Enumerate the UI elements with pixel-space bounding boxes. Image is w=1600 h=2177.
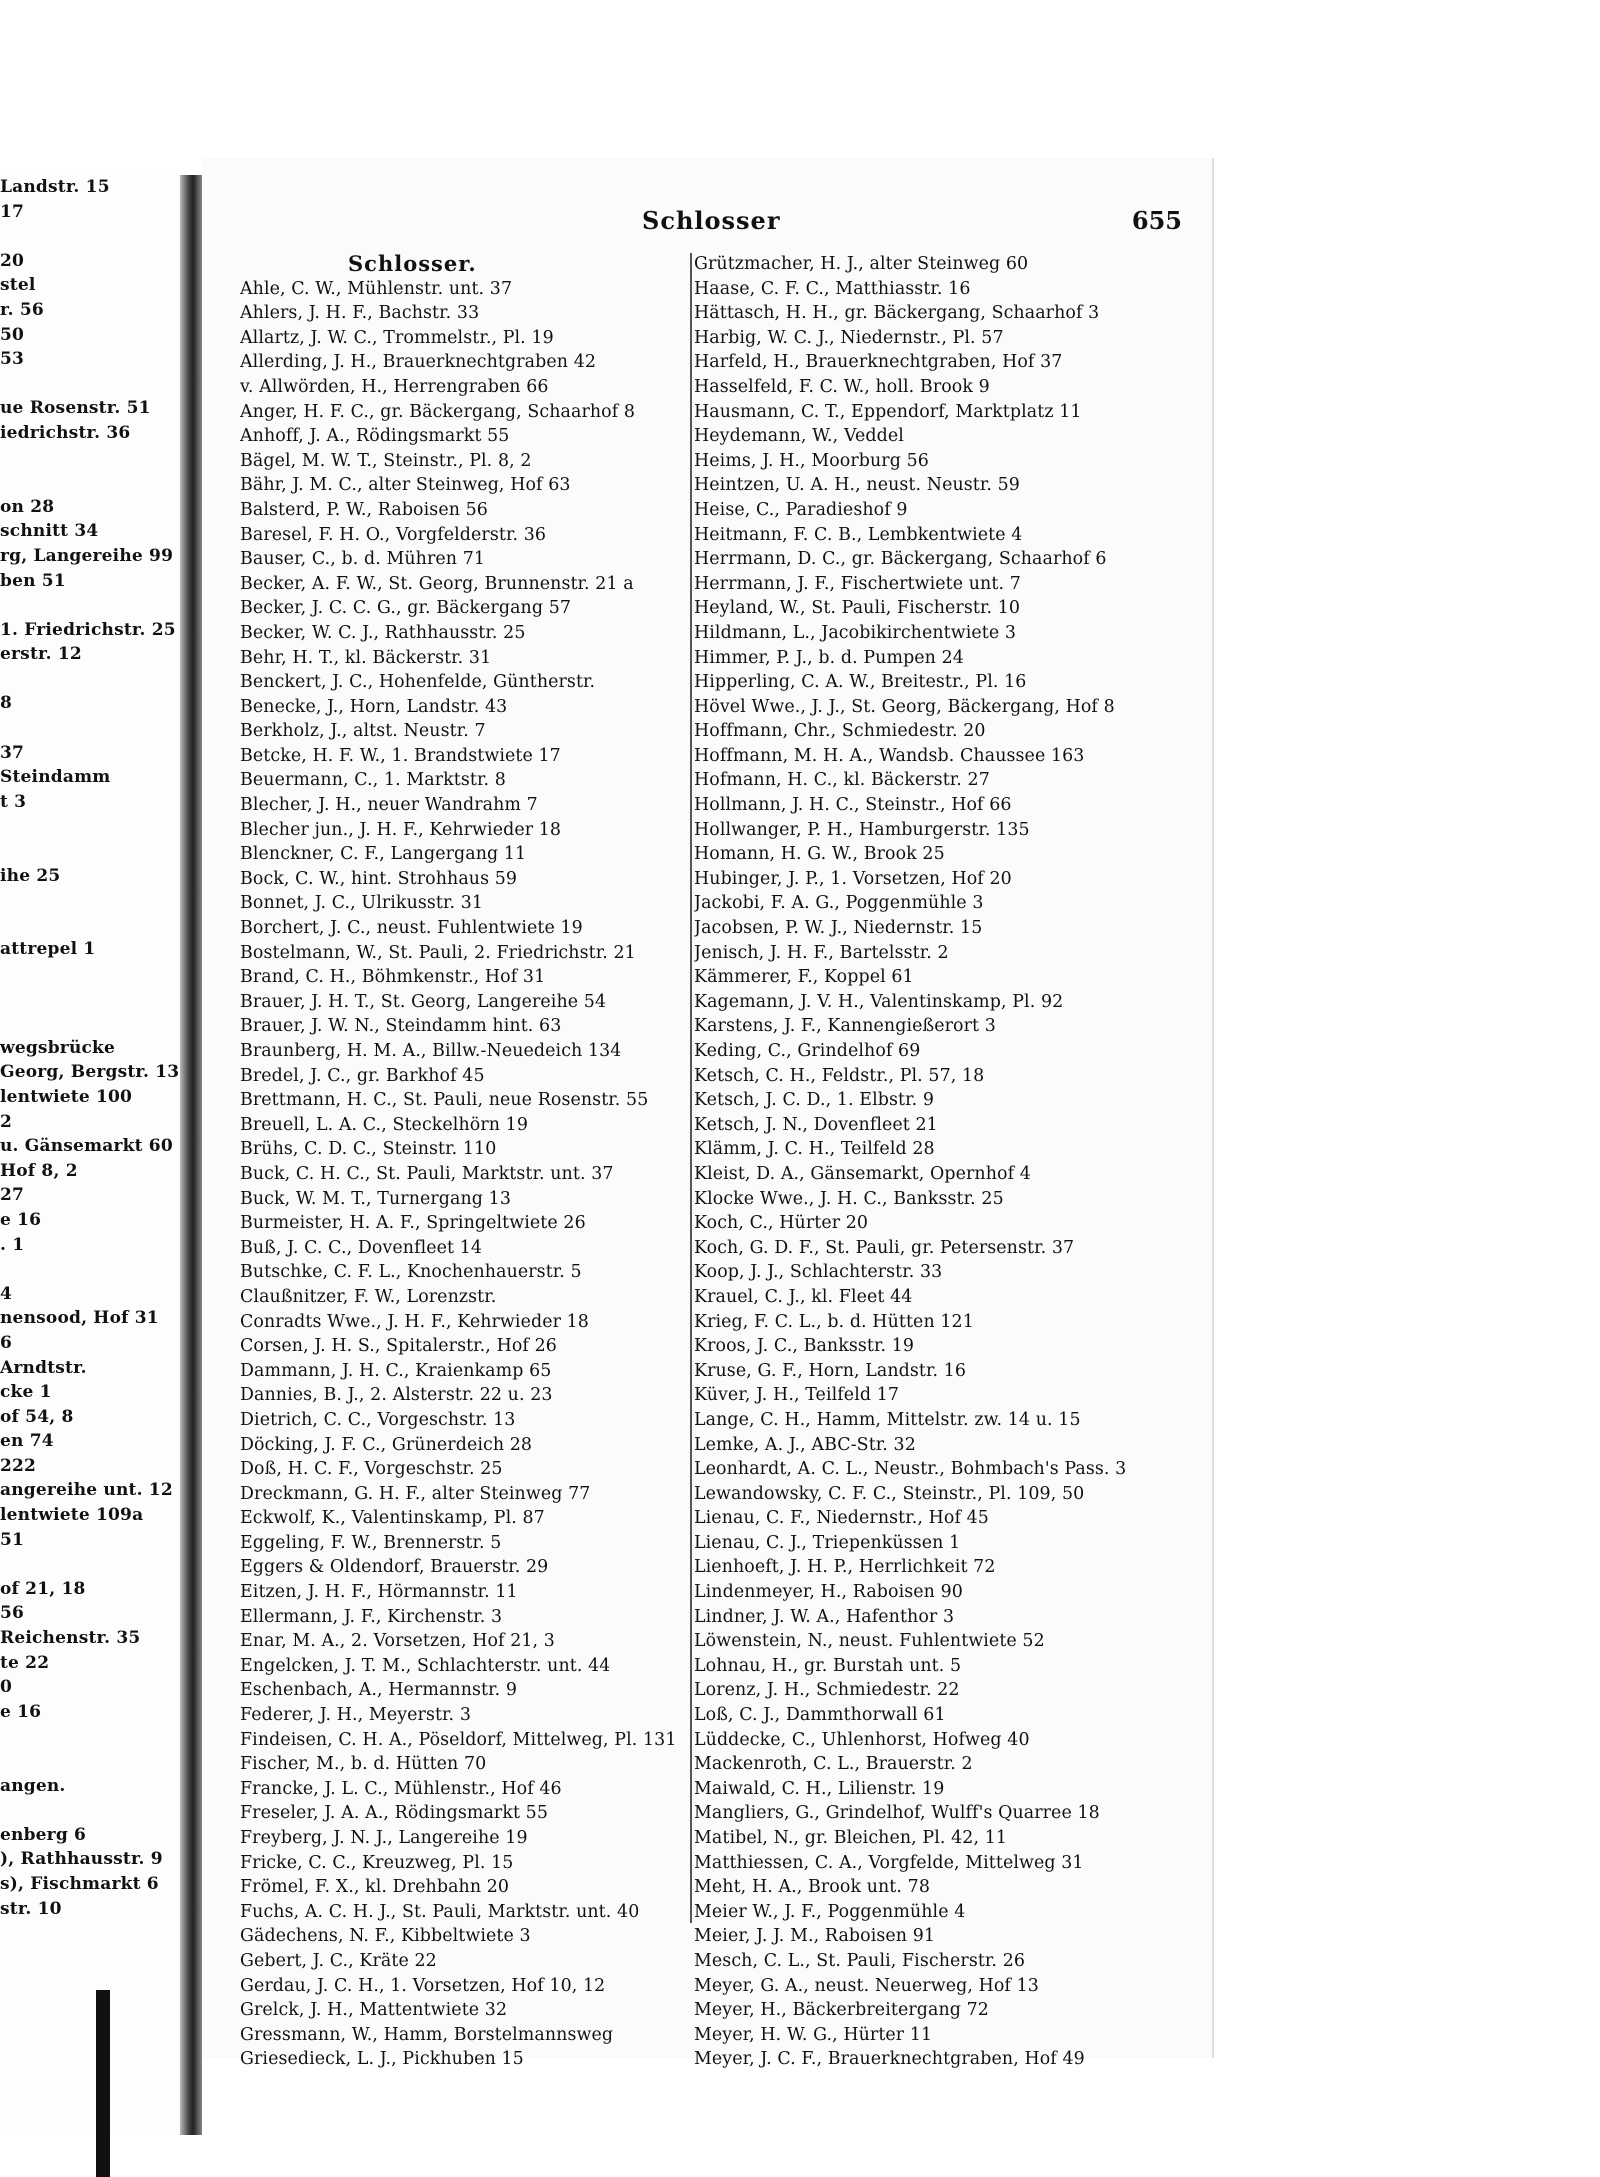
directory-entry: Harbig, W. C. J., Niedernstr., Pl. 57 [694, 327, 1004, 348]
left-page-line: Landstr. 15 [0, 177, 110, 197]
directory-entry: Ketsch, C. H., Feldstr., Pl. 57, 18 [694, 1065, 985, 1086]
directory-entry: Borchert, J. C., neust. Fuhlentwiete 19 [240, 918, 583, 939]
directory-entry: Ellermann, J. F., Kirchenstr. 3 [240, 1606, 503, 1627]
page-number: 655 [1131, 206, 1182, 235]
page-edge-shadow [96, 1990, 110, 2177]
directory-entry: Freyberg, J. N. J., Langereihe 19 [240, 1828, 528, 1848]
column-right [694, 252, 1214, 2072]
directory-entry: Krauel, C. J., kl. Fleet 44 [694, 1286, 913, 1307]
left-page-line: angen. [0, 1775, 66, 1796]
directory-entry: Behr, H. T., kl. Bäckerstr. 31 [240, 647, 492, 668]
left-page-line: 53 [0, 349, 25, 370]
directory-entry: Lienau, C. F., Niedernstr., Hof 45 [694, 1508, 989, 1529]
left-page-line: schnitt 34 [0, 521, 99, 542]
left-page-line: str. 10 [0, 1898, 62, 1919]
left-page-line: r. 56 [0, 299, 44, 320]
directory-entry: Eitzen, J. H. F., Hörmannstr. 11 [240, 1582, 518, 1603]
directory-entry: Ketsch, J. N., Dovenfleet 21 [694, 1114, 938, 1135]
left-page-line: 222 [0, 1455, 37, 1476]
left-page-line: cke 1 [0, 1382, 52, 1403]
directory-entry: Bredel, J. C., gr. Barkhof 45 [240, 1065, 485, 1086]
directory-entry: Herrmann, J. F., Fischertwiete unt. 7 [694, 573, 1021, 594]
directory-entry: Enar, M. A., 2. Vorsetzen, Hof 21, 3 [240, 1631, 555, 1652]
directory-entry: Brand, C. H., Böhmkenstr., Hof 31 [240, 967, 546, 988]
directory-entry: Kämmerer, F., Koppel 61 [694, 967, 914, 988]
left-page-line [0, 1552, 180, 1577]
directory-entry: v. Allwörden, H., Herrengraben 66 [240, 376, 549, 397]
directory-entry: Engelcken, J. T. M., Schlachterstr. unt. 44 [240, 1655, 611, 1676]
left-page-line: iedrichstr. 36 [0, 422, 131, 443]
directory-entry: Fischer, M., b. d. Hütten 70 [240, 1754, 487, 1775]
directory-entry: Buck, C. H. C., St. Pauli, Marktstr. unt. 37 [240, 1163, 614, 1184]
left-page-line [0, 716, 180, 741]
directory-entry: Hättasch, H. H., gr. Bäckergang, Schaarhof 3 [694, 303, 1100, 324]
directory-entry: Hubinger, J. P., 1. Vorsetzen, Hof 20 [694, 868, 1012, 889]
directory-entry: Heitmann, F. C. B., Lembkentwiete 4 [694, 524, 1023, 545]
left-page-line: lentwiete 100 [0, 1086, 133, 1107]
directory-entry: Meyer, G. A., neust. Neuerweg, Hof 13 [694, 1975, 1039, 1996]
directory-entry: Löwenstein, N., neust. Fuhlentwiete 52 [694, 1631, 1045, 1652]
directory-entry: Betcke, H. F. W., 1. Brandstwiete 17 [240, 745, 561, 766]
left-page-line: angereihe unt. 12 [0, 1480, 173, 1501]
left-page-line [0, 470, 180, 495]
directory-entry: Meht, H. A., Brook unt. 78 [694, 1877, 930, 1898]
directory-entry: Lorenz, J. H., Schmiedestr. 22 [694, 1680, 960, 1701]
directory-entry: Matibel, N., gr. Bleichen, Pl. 42, 11 [694, 1828, 1008, 1848]
directory-entry: Keding, C., Grindelhof 69 [694, 1041, 921, 1061]
left-page-line: Arndtstr. [0, 1357, 87, 1378]
directory-entry: Meyer, H. W. G., Hürter 11 [694, 2024, 933, 2045]
left-page-line: 4 [0, 1283, 13, 1304]
directory-entry: Blenckner, C. F., Langergang 11 [240, 844, 527, 865]
section-heading: Schlosser. [348, 251, 477, 276]
left-page-line: en 74 [0, 1431, 54, 1452]
directory-entry: Eschenbach, A., Hermannstr. 9 [240, 1680, 518, 1701]
directory-entry: Anhoff, J. A., Rödingsmarkt 55 [240, 426, 510, 447]
left-page-line [0, 372, 180, 397]
directory-entry: Hausmann, C. T., Eppendorf, Marktplatz 11 [694, 401, 1082, 422]
left-page-line: attrepel 1 [0, 939, 96, 960]
left-page-line: s), Fischmarkt 6 [0, 1873, 159, 1894]
directory-entry: Homann, H. G. W., Brook 25 [694, 844, 945, 865]
directory-entry: Lindner, J. W. A., Hafenthor 3 [694, 1606, 955, 1627]
directory-entry: Koch, G. D. F., St. Pauli, gr. Petersenstr. 37 [694, 1237, 1075, 1258]
left-page-line [0, 814, 180, 839]
directory-entry: Bonnet, J. C., Ulrikusstr. 31 [240, 893, 484, 914]
left-page-line: of 21, 18 [0, 1578, 86, 1599]
directory-entry: Brauer, J. H. T., St. Georg, Langereihe 54 [240, 991, 607, 1012]
directory-entry: Himmer, P. J., b. d. Pumpen 24 [694, 647, 964, 668]
directory-entry: Ketsch, J. C. D., 1. Elbstr. 9 [694, 1090, 934, 1111]
directory-entry: Allartz, J. W. C., Trommelstr., Pl. 19 [240, 327, 554, 348]
directory-entry: Lemke, A. J., ABC-Str. 32 [694, 1434, 916, 1455]
directory-entry: Bähr, J. M. C., alter Steinweg, Hof 63 [240, 475, 571, 496]
directory-entry: Brühs, C. D. C., Steinstr. 110 [240, 1139, 497, 1160]
directory-entry: Matthiessen, C. A., Vorgfelde, Mittelweg 31 [694, 1852, 1084, 1873]
directory-entry: Grützmacher, H. J., alter Steinweg 60 [694, 254, 1029, 274]
directory-entry: Hildmann, L., Jacobikirchentwiete 3 [694, 622, 1017, 643]
directory-entry: Lüddecke, C., Uhlenhorst, Hofweg 40 [694, 1729, 1030, 1750]
left-page-line [0, 1257, 180, 1282]
directory-entry: Berkholz, J., altst. Neustr. 7 [240, 721, 486, 742]
left-page-line: 56 [0, 1603, 25, 1624]
running-header [202, 206, 1212, 236]
directory-entry: Gädechens, N. F., Kibbeltwiete 3 [240, 1926, 531, 1947]
directory-entry: Koop, J. J., Schlachterstr. 33 [694, 1262, 943, 1283]
directory-entry: Hofmann, H. C., kl. Bäckerstr. 27 [694, 770, 990, 791]
directory-entry: Lindenmeyer, H., Raboisen 90 [694, 1582, 963, 1603]
directory-entry: Blecher, J. H., neuer Wandrahm 7 [240, 795, 538, 816]
directory-entry: Lewandowsky, C. F. C., Steinstr., Pl. 109, 50 [694, 1483, 1085, 1504]
left-page-line: rg, Langereihe 99 [0, 545, 174, 566]
directory-entry: Doß, H. C. F., Vorgeschstr. 25 [240, 1459, 503, 1480]
left-page-line: lentwiete 109a [0, 1505, 144, 1526]
directory-entry: Kagemann, J. V. H., Valentinskamp, Pl. 92 [694, 991, 1064, 1012]
directory-entry: Benckert, J. C., Hohenfelde, Güntherstr. [240, 672, 596, 693]
directory-entry: Buß, J. C. C., Dovenfleet 14 [240, 1237, 483, 1258]
directory-entry: Butschke, C. F. L., Knochenhauerstr. 5 [240, 1262, 582, 1283]
directory-entry: Bock, C. W., hint. Strohhaus 59 [240, 868, 518, 889]
directory-entry: Hipperling, C. A. W., Breitestr., Pl. 16 [694, 672, 1027, 693]
directory-entry: Brettmann, H. C., St. Pauli, neue Rosenstr. 55 [240, 1090, 649, 1111]
directory-entry: Hollmann, J. H. C., Steinstr., Hof 66 [694, 795, 1012, 816]
directory-entry: Döcking, J. F. C., Grünerdeich 28 [240, 1434, 533, 1455]
directory-entry: Klocke Wwe., J. H. C., Banksstr. 25 [694, 1188, 1004, 1209]
directory-entry: Heims, J. H., Moorburg 56 [694, 450, 929, 471]
directory-entry: Braunberg, H. M. A., Billw.-Neuedeich 134 [240, 1041, 622, 1061]
directory-entry: Meyer, J. C. F., Brauerknechtgraben, Hof 49 [694, 2049, 1085, 2070]
directory-entry: Fricke, C. C., Kreuzweg, Pl. 15 [240, 1852, 514, 1873]
left-page-line: te 22 [0, 1652, 50, 1673]
directory-entry: Anger, H. F. C., gr. Bäckergang, Schaarhof 8 [240, 401, 636, 422]
left-page-line: ue Rosenstr. 51 [0, 398, 151, 419]
directory-entry: Eggers & Oldendorf, Brauerstr. 29 [240, 1557, 549, 1578]
directory-entry: Karstens, J. F., Kannengießerort 3 [694, 1016, 996, 1037]
directory-entry: Benecke, J., Horn, Landstr. 43 [240, 696, 508, 717]
left-page-line: Steindamm [0, 767, 111, 788]
directory-entry: Breuell, L. A. C., Steckelhörn 19 [240, 1114, 529, 1135]
left-page-line: e 16 [0, 1209, 42, 1230]
left-page-line [0, 888, 180, 913]
directory-entry: Kleist, D. A., Gänsemarkt, Opernhof 4 [694, 1163, 1031, 1184]
left-page-line [0, 987, 180, 1012]
left-page-line: enberg 6 [0, 1824, 87, 1845]
directory-entry: Lienhoeft, J. H. P., Herrlichkeit 72 [694, 1557, 996, 1578]
directory-entry: Eckwolf, K., Valentinskamp, Pl. 87 [240, 1508, 545, 1529]
left-page-line: 51 [0, 1529, 25, 1550]
directory-entry: Becker, J. C. C. G., gr. Bäckergang 57 [240, 598, 572, 619]
left-page-line [0, 913, 180, 938]
directory-entry: Gebert, J. C., Kräte 22 [240, 1950, 437, 1971]
directory-entry: Hollwanger, P. H., Hamburgerstr. 135 [694, 819, 1030, 840]
left-page-line: 20 [0, 250, 25, 271]
directory-entry: Hasselfeld, F. C. W., holl. Brook 9 [694, 376, 990, 397]
left-page-line: 0 [0, 1677, 13, 1698]
directory-entry: Hoffmann, M. H. A., Wandsb. Chaussee 163 [694, 745, 1085, 766]
left-page-line: Hof 8, 2 [0, 1160, 78, 1181]
directory-entry: Becker, W. C. J., Rathhausstr. 25 [240, 622, 526, 643]
directory-entry: Kruse, G. F., Horn, Landstr. 16 [694, 1360, 967, 1381]
directory-entry: Bauser, C., b. d. Mühren 71 [240, 549, 486, 570]
left-page-line: 1. Friedrichstr. 25 [0, 619, 176, 640]
directory-entry: Loß, C. J., Dammthorwall 61 [694, 1705, 946, 1726]
left-page-line: ihe 25 [0, 865, 61, 886]
directory-entry: Jenisch, J. H. F., Bartelsstr. 2 [694, 942, 949, 963]
directory-entry: Klämm, J. C. H., Teilfeld 28 [694, 1139, 935, 1160]
directory-entry: Hoffmann, Chr., Schmiedestr. 20 [694, 721, 986, 742]
directory-page [202, 158, 1214, 2070]
directory-entry: Maiwald, C. H., Lilienstr. 19 [694, 1778, 945, 1799]
directory-entry: Hövel Wwe., J. J., St. Georg, Bäckergang, Hof 8 [694, 696, 1115, 717]
left-page-line: t 3 [0, 791, 27, 812]
directory-entry: Dammann, J. H. C., Kraienkamp 65 [240, 1360, 552, 1381]
directory-entry: Burmeister, H. A. F., Springeltwiete 26 [240, 1213, 586, 1234]
directory-entry: Becker, A. F. W., St. Georg, Brunnenstr. 21 a [240, 573, 634, 594]
directory-entry: Lohnau, H., gr. Burstah unt. 5 [694, 1655, 962, 1676]
page-title: Schlosser [642, 206, 781, 235]
directory-entry: Ahlers, J. H. F., Bachstr. 33 [240, 303, 480, 324]
left-page-line: . 1 [0, 1234, 25, 1255]
directory-entry: Grelck, J. H., Mattentwiete 32 [240, 2000, 508, 2021]
directory-entry: Koch, C., Hürter 20 [694, 1213, 869, 1234]
left-page-line [0, 224, 180, 249]
left-page-line: 17 [0, 201, 25, 222]
left-page-line: 50 [0, 324, 25, 345]
directory-entry: Bägel, M. W. T., Steinstr., Pl. 8, 2 [240, 450, 532, 471]
directory-entry: Lange, C. H., Hamm, Mittelstr. zw. 14 u. 15 [694, 1409, 1081, 1430]
directory-entry: Eggeling, F. W., Brennerstr. 5 [240, 1532, 502, 1553]
directory-entry: Küver, J. H., Teilfeld 17 [694, 1385, 900, 1406]
left-page-line [0, 1749, 180, 1774]
directory-entry: Federer, J. H., Meyerstr. 3 [240, 1705, 471, 1726]
directory-entry: Herrmann, D. C., gr. Bäckergang, Schaarhof 6 [694, 549, 1107, 570]
left-page-line: of 54, 8 [0, 1406, 74, 1427]
left-page-line [0, 1011, 180, 1036]
directory-entry: Frömel, F. X., kl. Drehbahn 20 [240, 1877, 510, 1898]
left-page-line: erstr. 12 [0, 644, 82, 665]
left-page-line: on 28 [0, 496, 55, 517]
directory-entry: Mackenroth, C. L., Brauerstr. 2 [694, 1754, 973, 1775]
left-page-line: 8 [0, 693, 13, 714]
directory-entry: Freseler, J. A. A., Rödingsmarkt 55 [240, 1803, 549, 1824]
left-page-line: ben 51 [0, 570, 66, 591]
left-page-line: stel [0, 275, 36, 296]
book-gutter [180, 175, 202, 2135]
directory-entry: Fuchs, A. C. H. J., St. Pauli, Marktstr. unt. 40 [240, 1901, 640, 1922]
directory-entry: Allerding, J. H., Brauerknechtgraben 42 [240, 352, 597, 373]
directory-entry: Beuermann, C., 1. Marktstr. 8 [240, 770, 506, 791]
directory-entry: Blecher jun., J. H. F., Kehrwieder 18 [240, 819, 562, 840]
directory-entry: Kroos, J. C., Banksstr. 19 [694, 1336, 915, 1357]
left-page-line [0, 593, 180, 618]
left-page-line: 27 [0, 1185, 25, 1206]
directory-entry: Conradts Wwe., J. H. F., Kehrwieder 18 [240, 1311, 589, 1332]
directory-entry: Lienau, C. J., Triepenküssen 1 [694, 1532, 961, 1553]
directory-entry: Heintzen, U. A. H., neust. Neustr. 59 [694, 475, 1020, 496]
directory-entry: Dreckmann, G. H. F., alter Steinweg 77 [240, 1483, 591, 1504]
directory-entry: Bostelmann, W., St. Pauli, 2. Friedrichstr. 21 [240, 942, 636, 963]
directory-entry: Krieg, F. C. L., b. d. Hütten 121 [694, 1311, 974, 1332]
left-page-line: 2 [0, 1111, 13, 1132]
left-page-line: e 16 [0, 1701, 42, 1722]
directory-entry: Mesch, C. L., St. Pauli, Fischerstr. 26 [694, 1950, 1026, 1971]
directory-entry: Corsen, J. H. S., Spitalerstr., Hof 26 [240, 1336, 557, 1357]
directory-entry: Baresel, F. H. O., Vorgfelderstr. 36 [240, 524, 547, 545]
directory-entry: Claußnitzer, F. W., Lorenzstr. [240, 1286, 497, 1307]
directory-entry: Brauer, J. W. N., Steindamm hint. 63 [240, 1016, 562, 1037]
left-page-line [0, 1798, 180, 1823]
directory-entry: Meier W., J. F., Poggenmühle 4 [694, 1901, 966, 1922]
left-page-line [0, 667, 180, 692]
directory-entry: Heydemann, W., Veddel [694, 426, 904, 447]
directory-entry: Leonhardt, A. C. L., Neustr., Bohmbach's Pass. 3 [694, 1459, 1127, 1480]
directory-entry: Francke, J. L. C., Mühlenstr., Hof 46 [240, 1778, 562, 1799]
left-page-line: ), Rathhausstr. 9 [0, 1849, 163, 1870]
left-page-fragment [0, 175, 180, 2135]
directory-entry: Harfeld, H., Brauerknechtgraben, Hof 37 [694, 352, 1063, 373]
left-page-line: Reichenstr. 35 [0, 1628, 141, 1649]
directory-entry: Gerdau, J. C. H., 1. Vorsetzen, Hof 10, 12 [240, 1975, 606, 1996]
directory-entry: Mangliers, G., Grindelhof, Wulff's Quarree 18 [694, 1803, 1100, 1824]
left-page-line: 37 [0, 742, 25, 763]
left-page-line [0, 446, 180, 471]
directory-entry: Heyland, W., St. Pauli, Fischerstr. 10 [694, 598, 1021, 619]
left-page-line [0, 1724, 180, 1749]
left-page-line: nensood, Hof 31 [0, 1308, 159, 1329]
directory-entry: Jackobi, F. A. G., Poggenmühle 3 [694, 893, 984, 914]
directory-entry: Gressmann, W., Hamm, Borstelmannsweg [240, 2024, 614, 2045]
directory-entry: Haase, C. F. C., Matthiasstr. 16 [694, 278, 971, 299]
left-page-line: Georg, Bergstr. 13 [0, 1062, 180, 1083]
directory-entry: Findeisen, C. H. A., Pöseldorf, Mittelweg, Pl. 131 [240, 1729, 677, 1750]
directory-entry: Jacobsen, P. W. J., Niedernstr. 15 [694, 918, 983, 939]
left-page-line: wegsbrücke [0, 1037, 116, 1058]
left-page-line [0, 962, 180, 987]
left-page-line [0, 839, 180, 864]
directory-entry: Heise, C., Paradieshof 9 [694, 499, 908, 520]
directory-entry: Dietrich, C. C., Vorgeschstr. 13 [240, 1409, 516, 1430]
directory-entry: Meyer, H., Bäckerbreitergang 72 [694, 2000, 989, 2021]
left-page-line: u. Gänsemarkt 60 [0, 1136, 173, 1157]
directory-entry: Meier, J. J. M., Raboisen 91 [694, 1926, 936, 1947]
directory-entry: Balsterd, P. W., Raboisen 56 [240, 499, 488, 520]
directory-entry: Buck, W. M. T., Turnergang 13 [240, 1188, 511, 1209]
directory-entry: Ahle, C. W., Mühlenstr. unt. 37 [240, 278, 513, 299]
left-page-line: 6 [0, 1332, 13, 1353]
directory-entry: Griesedieck, L. J., Pickhuben 15 [240, 2049, 524, 2070]
directory-entry: Dannies, B. J., 2. Alsterstr. 22 u. 23 [240, 1385, 553, 1406]
